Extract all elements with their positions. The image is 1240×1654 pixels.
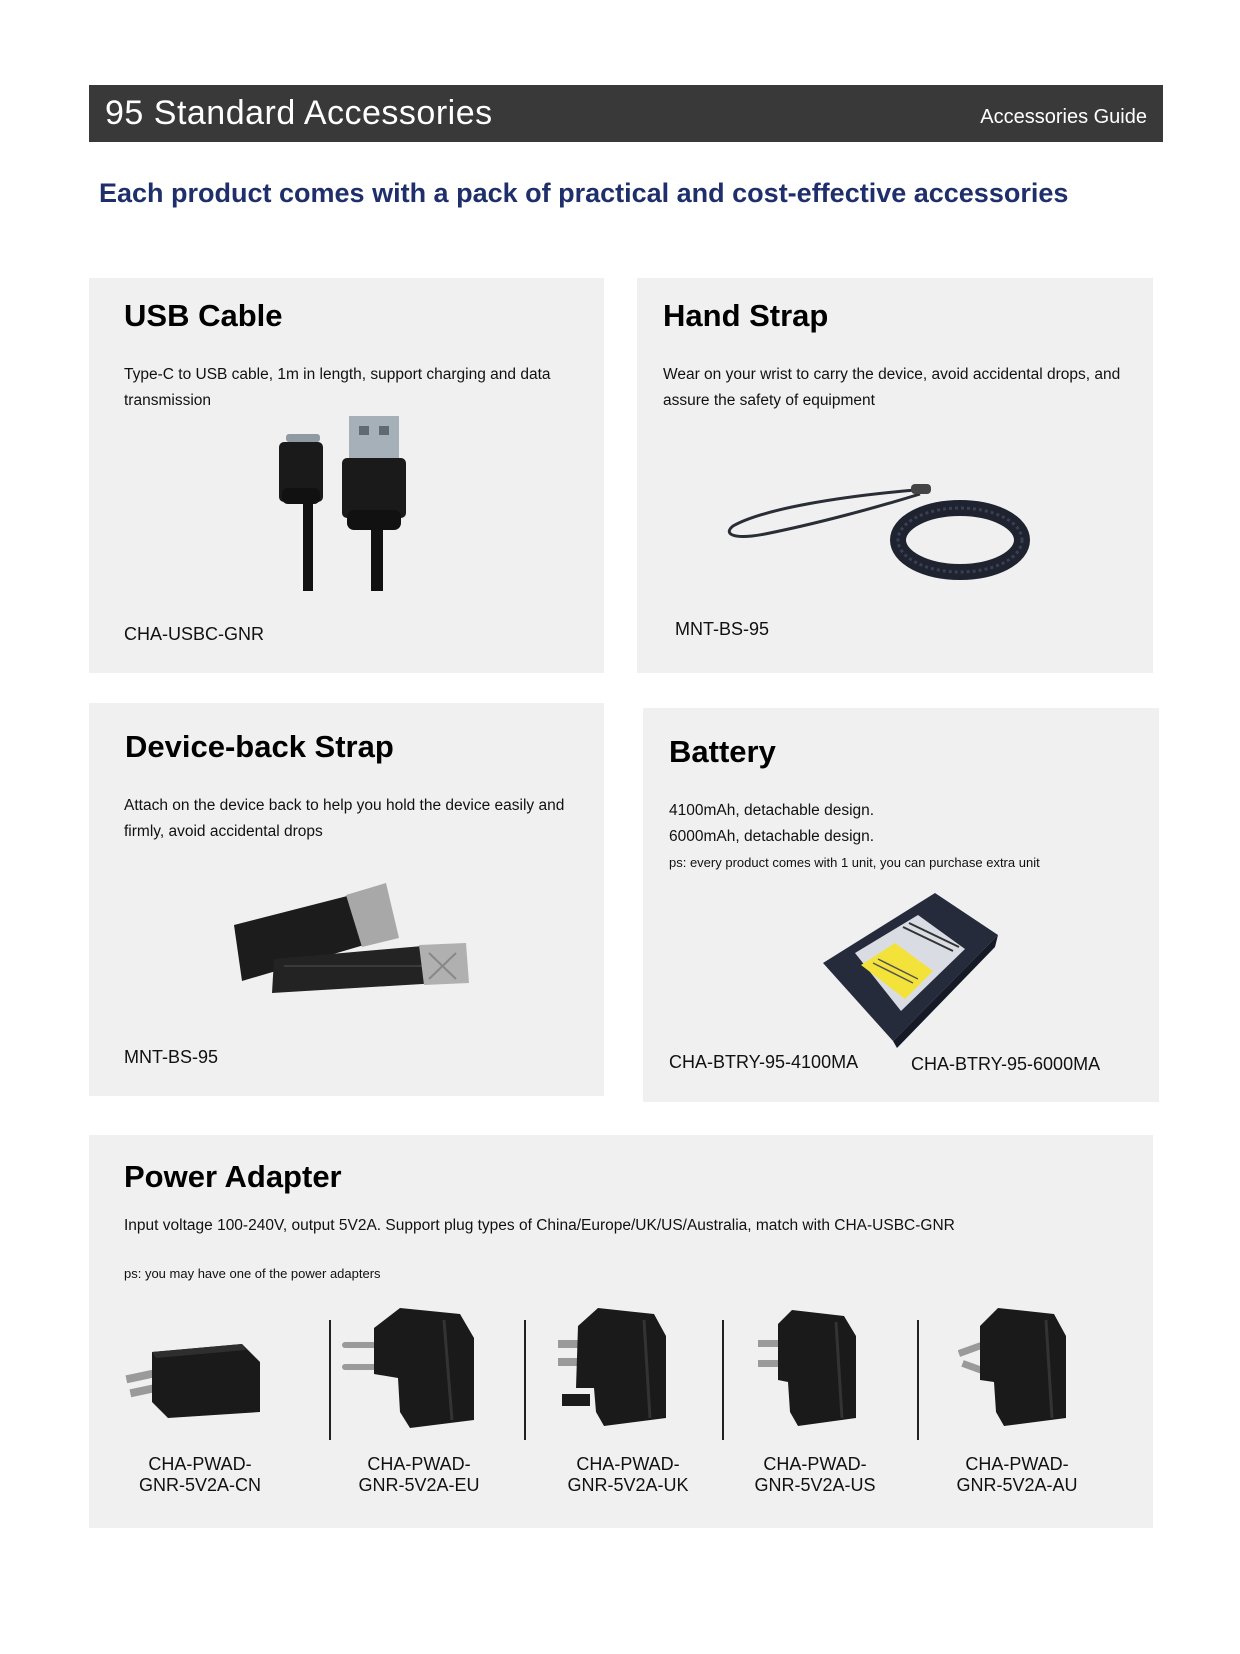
adapter-cn-image bbox=[124, 1334, 264, 1419]
adapter-sku-eu: CHA-PWAD- GNR-5V2A-EU bbox=[358, 1454, 480, 1495]
usb-cable-title: USB Cable bbox=[124, 298, 283, 333]
battery-capacity-4100: 4100mAh, detachable design. bbox=[669, 802, 875, 819]
guide-label: Accessories Guide bbox=[980, 106, 1147, 128]
adapter-divider-3 bbox=[722, 1320, 724, 1440]
adapter-sku-us: CHA-PWAD- GNR-5V2A-US bbox=[754, 1454, 876, 1495]
battery-title: Battery bbox=[669, 734, 776, 769]
adapter-uk-image bbox=[558, 1308, 668, 1428]
power-adapter-description: Input voltage 100-240V, output 5V2A. Support plug types of China/Europe/UK/US/Australia, match with CHA-USBC-GNR bbox=[124, 1217, 955, 1234]
device-back-strap-description: Attach on the device back to help you hold the device easily and firmly, avoid accidental drops bbox=[124, 797, 565, 840]
device-back-strap-sku: MNT-BS-95 bbox=[124, 1047, 219, 1067]
hand-strap-image bbox=[725, 478, 1030, 593]
adapter-sku-uk: CHA-PWAD- GNR-5V2A-UK bbox=[567, 1454, 689, 1495]
device-back-strap-image bbox=[234, 883, 469, 993]
adapter-sku-au: CHA-PWAD- GNR-5V2A-AU bbox=[956, 1454, 1078, 1495]
usb-cable-card bbox=[89, 278, 604, 673]
adapter-divider-2 bbox=[524, 1320, 526, 1440]
usb-cable-sku: CHA-USBC-GNR bbox=[124, 624, 265, 644]
device-back-strap-card bbox=[89, 703, 604, 1096]
hand-strap-title: Hand Strap bbox=[663, 298, 829, 333]
header-bar bbox=[89, 85, 1163, 142]
battery-image bbox=[823, 893, 998, 1048]
hand-strap-sku: MNT-BS-95 bbox=[675, 619, 770, 639]
usb-cable-image bbox=[279, 416, 429, 591]
battery-note: ps: every product comes with 1 unit, you can purchase extra unit bbox=[669, 855, 1040, 870]
adapter-au-image bbox=[958, 1308, 1068, 1428]
usb-cable-description: Type-C to USB cable, 1m in length, support charging and data transmission bbox=[124, 366, 551, 409]
hand-strap-description: Wear on your wrist to carry the device, avoid accidental drops, and assure the safety of equipment bbox=[663, 366, 1121, 409]
battery-sku-6000: CHA-BTRY-95-6000MA bbox=[911, 1054, 1101, 1074]
page-subtitle: Each product comes with a pack of practical and cost-effective accessories bbox=[99, 178, 1069, 208]
adapter-sku-cn: CHA-PWAD- GNR-5V2A-CN bbox=[138, 1454, 262, 1495]
battery-card bbox=[643, 708, 1159, 1102]
device-back-strap-title: Device-back Strap bbox=[125, 729, 394, 764]
adapter-us-image bbox=[758, 1310, 858, 1428]
power-adapter-title: Power Adapter bbox=[124, 1159, 342, 1194]
hand-strap-card bbox=[637, 278, 1153, 673]
page-title: 95 Standard Accessories bbox=[105, 94, 493, 132]
battery-capacity-6000: 6000mAh, detachable design. bbox=[669, 828, 875, 845]
adapter-divider-1 bbox=[329, 1320, 331, 1440]
adapter-eu-image bbox=[340, 1308, 475, 1428]
power-adapter-note: ps: you may have one of the power adapters bbox=[124, 1266, 381, 1281]
battery-sku-4100: CHA-BTRY-95-4100MA bbox=[669, 1052, 859, 1072]
adapter-divider-4 bbox=[917, 1320, 919, 1440]
